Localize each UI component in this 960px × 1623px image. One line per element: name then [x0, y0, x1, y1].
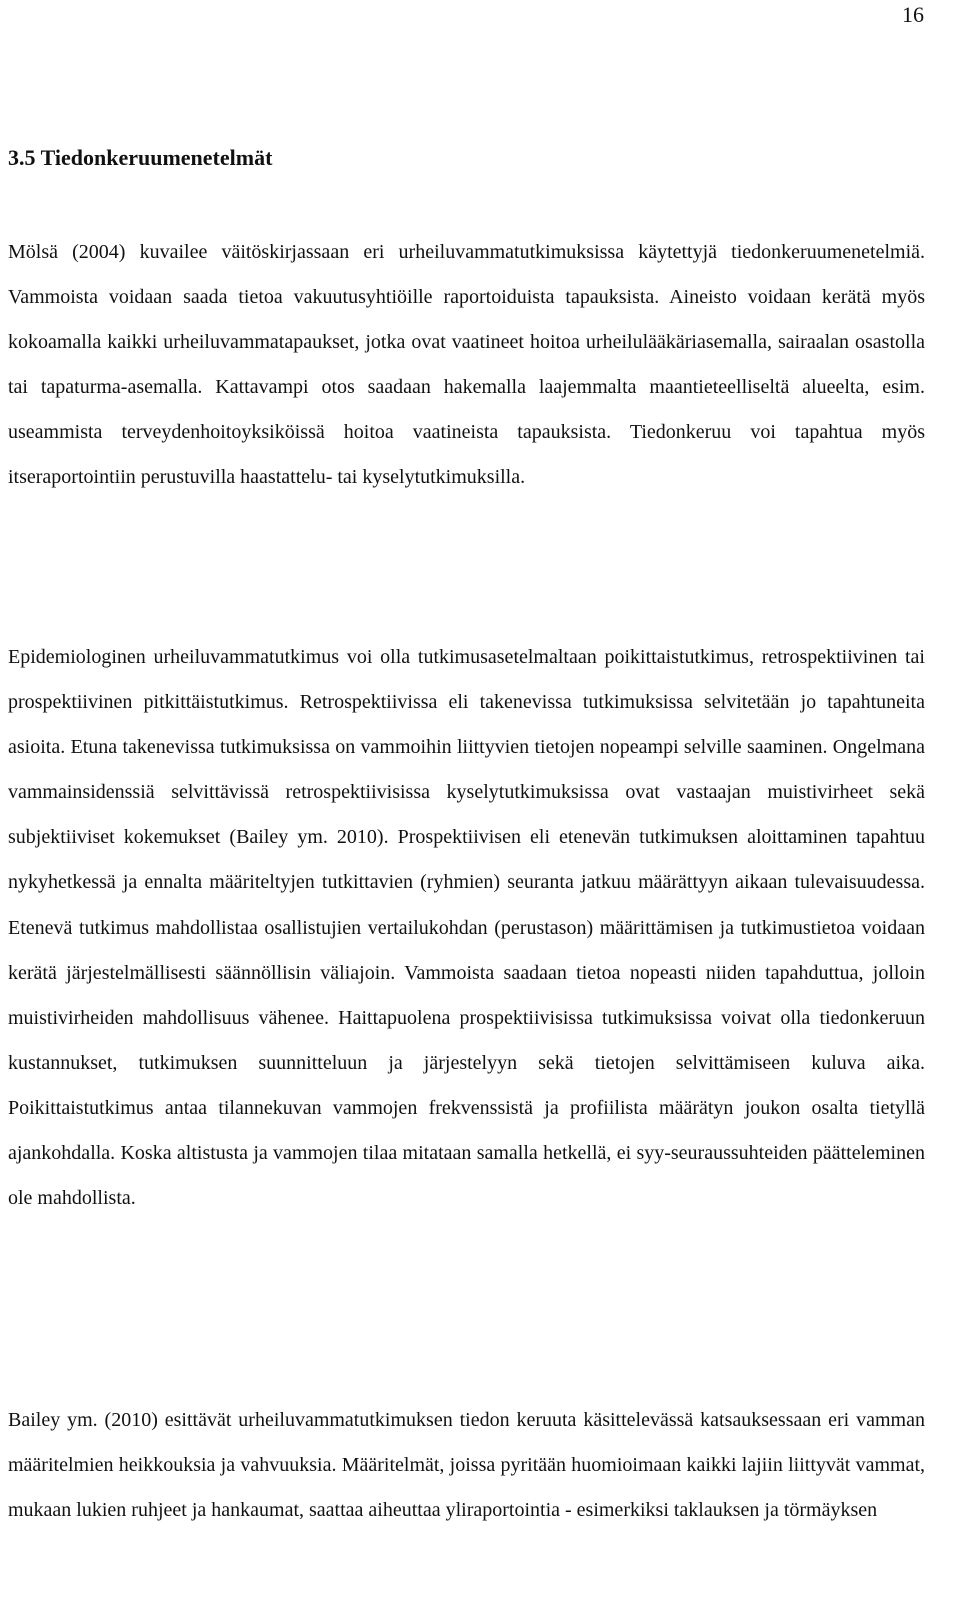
body-paragraph-1: Mölsä (2004) kuvailee väitöskirjassaan eri urheiluvammatutkimuksissa käytettyjä tiedonkeruumenetelmiä. Vammoista voidaan saada tietoa vakuutusyhtiöille raportoiduista tapauksista. Aineisto voidaan kerätä myös kokoamalla kaikki urheiluvammatapaukset, jotka ovat vaatineet hoitoa urheilulääkäriasemalla, sairaalan osastolla tai tapaturma-asemalla. Kattavampi otos saadaan hakemalla laajemmalta maantieteelliseltä alueelta, esim. useammista terveydenhoitoyksiköissä hoitoa vaatineista tapauksista. Tiedonkeruu voi tapahtua myös itseraportointiin perustuvilla haastattelu- tai kyselytutkimuksilla. — [8, 241, 925, 489]
body-paragraph-3: Bailey ym. (2010) esittävät urheiluvammatutkimuksen tiedon keruuta käsittelevässä katsauksessaan eri vamman määritelmien heikkouksia ja vahvuuksia. Määritelmät, joissa pyritään huomioimaan kaikki lajiin liittyvät vammat, mukaan lukien ruhjeet ja hankaumat, saattaa aiheuttaa yliraportointia - esimerkiksi taklauksen ja törmäyksen — [8, 1409, 925, 1522]
section-heading: 3.5 Tiedonkeruumenetelmät — [8, 145, 273, 170]
body-paragraph-2: Epidemiologinen urheiluvammatutkimus voi olla tutkimusasetelmaltaan poikittaistutkimus, retrospektiivinen tai prospektiivinen pitkittäistutkimus. Retrospektiivissa eli takenevissa tutkimuksissa selvitetään jo tapahtuneita asioita. Etuna takenevissa tutkimuksissa on vammoihin liittyvien tietojen nopeampi selville saaminen. Ongelmana vammainsidenssiä selvittävissä retrospektiivisissa kyselytutkimuksissa ovat vastaajan muistivirheet sekä subjektiiviset kokemukset (Bailey ym. 2010). Prospektiivisen eli etenevän tutkimuksen aloittaminen tapahtuu nykyhetkessä ja ennalta määriteltyjen tutkittavien (ryhmien) seuranta jatkuu määrättyyn aikaan tulevaisuudessa. Etenevä tutkimus mahdollistaa osallistujien vertailukohdan (perustason) määrittämisen ja tutkimustietoa voidaan kerätä järjestelmällisesti säännöllisin väliajoin. Vammoista saadaan tietoa nopeasti niiden tapahduttua, jolloin muistivirheiden mahdollisuus vähenee. Haittapuolena prospektiivisissa tutkimuksissa voivat olla tiedonkeruun kustannukset, tutkimuksen suunnitteluun ja järjestelyyn sekä tietojen selvittämiseen kuluva aika. Poikittaistutkimus antaa tilannekuvan vammojen frekvenssistä ja profiilista määrätyn joukon osalta tietyllä ajankohdalla. Koska altistusta ja vammojen tilaa mitataan samalla hetkellä, ei syy-seuraussuhteiden päätteleminen ole mahdollista. — [8, 646, 925, 1210]
page-number: 16 — [902, 2, 924, 27]
